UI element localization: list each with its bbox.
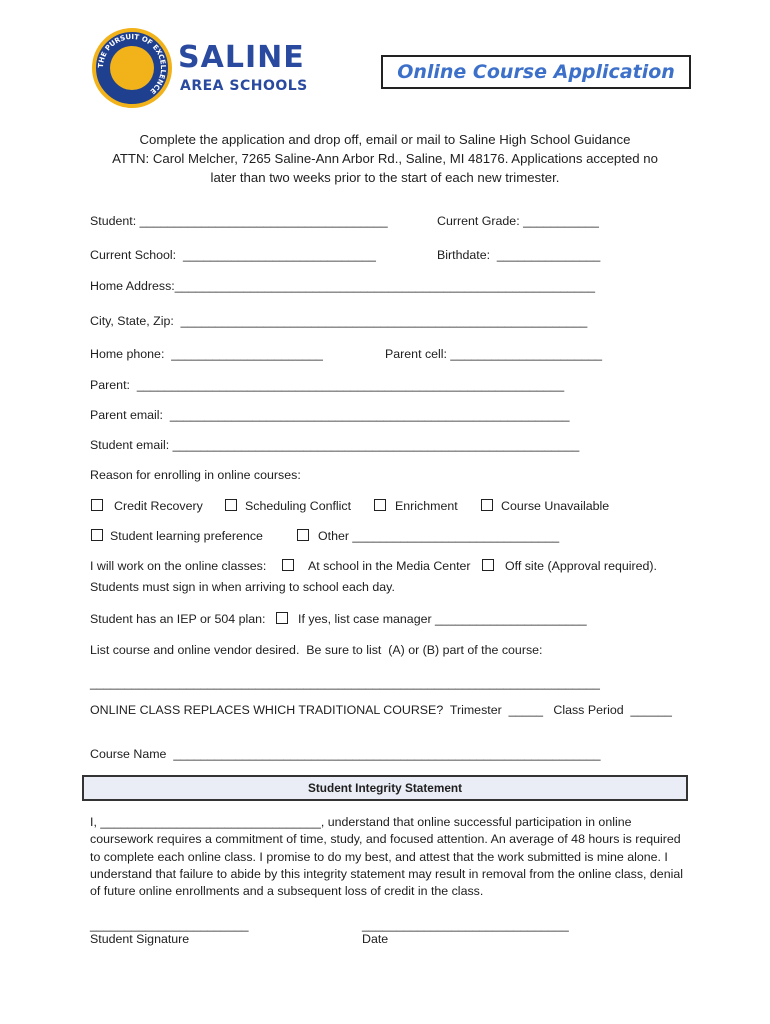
instructions-line-3: later than two weeks prior to the start of each new trimester. [210,170,560,185]
iep-checkbox[interactable] [276,612,288,624]
birthdate-field[interactable]: Birthdate: _______________ [437,248,601,262]
other-field[interactable]: Other ______________________________ [318,529,560,543]
student-email-field[interactable]: Student email: ___________________________________________________________ [90,438,580,452]
logo-ring-text [92,28,172,108]
parent-cell-field[interactable]: Parent cell: ______________________ [385,347,603,361]
scheduling-conflict-checkbox[interactable] [225,499,237,511]
media-center-label: At school in the Media Center [308,559,471,573]
other-checkbox[interactable] [297,529,309,541]
integrity-heading: Student Integrity Statement [82,775,688,801]
enrichment-checkbox[interactable] [374,499,386,511]
replaces-course-field[interactable]: ONLINE CLASS REPLACES WHICH TRADITIONAL COURSE? Trimester _____ Class Period ______ [90,703,672,717]
credit-recovery-checkbox[interactable] [91,499,103,511]
parent-email-field[interactable]: Parent email: __________________________________________________________ [90,408,570,422]
scheduling-conflict-label: Scheduling Conflict [245,499,352,513]
work-location-label: I will work on the online classes: [90,559,267,573]
home-phone-field[interactable]: Home phone: ______________________ [90,347,323,361]
form-title: Online Course Application [381,55,691,89]
instructions-line-2: ATTN: Carol Melcher, 7265 Saline-Ann Arbor Rd., Saline, MI 48176. Applications accepted no [112,151,658,166]
enrichment-label: Enrichment [395,499,458,513]
school-name: SALINE [178,40,305,75]
media-center-checkbox[interactable] [282,559,294,571]
instructions [92,130,678,187]
reason-label: Reason for enrolling in online courses: [90,468,301,482]
course-list-field[interactable]: __________________________________________________________________________ [90,676,600,690]
student-learning-preference-label: Student learning preference [110,529,263,543]
case-manager-field[interactable]: If yes, list case manager ______________________ [298,612,587,626]
parent-field[interactable]: Parent: ______________________________________________________________ [90,378,565,392]
integrity-statement: I, ________________________________, understand that online successful participation in online coursework requires a commitment of time, study, and focused attention. An average of 48 hours is required to complete each online class. I promise to do my best, and attest that the work submitted is mine alone. I understand that failure to abide by this integrity statement may result in removal from the online class, denial of future online enrollments and a subsequent loss of credit in the class. [90,815,683,899]
current-school-field[interactable]: Current School: ____________________________ [90,248,376,262]
home-address-field[interactable]: Home Address:_____________________________________________________________ [90,279,596,293]
school-name-subtitle: AREA SCHOOLS [180,78,308,94]
student-field[interactable]: Student: ____________________________________ [90,214,388,228]
current-grade-field[interactable]: Current Grade: ___________ [437,214,599,228]
course-name-field[interactable]: Course Name ______________________________________________________________ [90,747,601,761]
school-logo [92,28,172,108]
sign-in-note: Students must sign in when arriving to school each day. [90,580,395,594]
date-line[interactable]: ______________________________ [362,918,569,932]
course-unavailable-label: Course Unavailable [501,499,610,513]
instructions-line-1: Complete the application and drop off, email or mail to Saline High School Guidance [139,132,631,147]
city-state-zip-field[interactable]: City, State, Zip: ___________________________________________________________ [90,314,588,328]
signature-line[interactable]: _______________________ [90,918,249,932]
credit-recovery-label: Credit Recovery [114,499,203,513]
course-unavailable-checkbox[interactable] [481,499,493,511]
off-site-checkbox[interactable] [482,559,494,571]
date-label: Date [362,932,389,946]
student-learning-preference-checkbox[interactable] [91,529,103,541]
signature-label: Student Signature [90,932,190,946]
course-list-label: List course and online vendor desired. Be sure to list (A) or (B) part of the course: [90,643,543,657]
off-site-label: Off site (Approval required). [505,559,657,573]
iep-label: Student has an IEP or 504 plan: [90,612,266,626]
svg-text:THE PURSUIT OF EXCELLENCE: THE PURSUIT OF EXCELLENCE [96,32,168,96]
